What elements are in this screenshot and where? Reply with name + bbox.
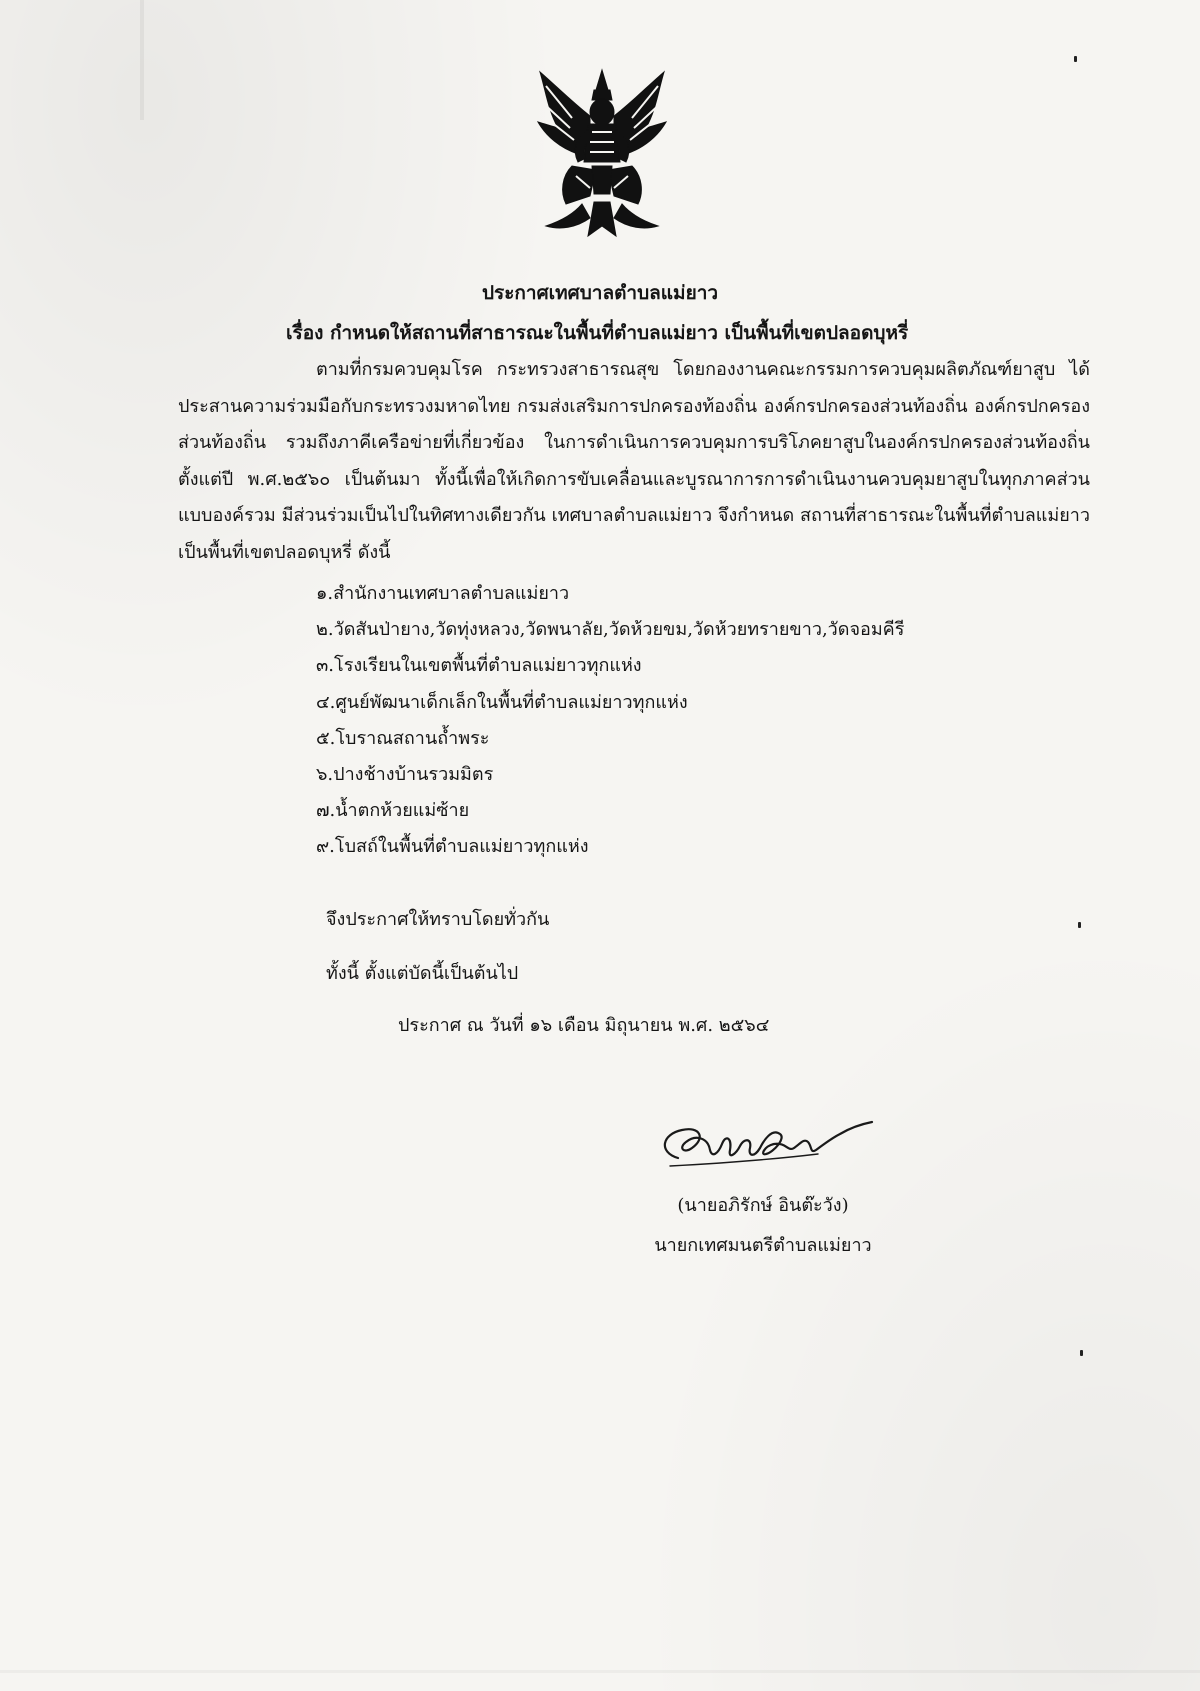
- paper-mark: [1078, 922, 1081, 928]
- list-item: ๑.สำนักงานเทศบาลตำบลแม่ยาว: [316, 583, 570, 604]
- paper-crease: [140, 0, 144, 120]
- smoke-free-places-list: [316, 576, 904, 866]
- handwritten-signature: [648, 1108, 878, 1178]
- garuda-emblem: [532, 66, 672, 246]
- list-item: ๙.โบสถ์ในพื้นที่ตำบลแม่ยาวทุกแห่ง: [316, 836, 589, 858]
- list-item: ๓.โรงเรียนในเขตพื้นที่ตำบลแม่ยาวทุกแห่ง: [316, 655, 642, 677]
- list-item: ๕.โบราณสถานถ้ำพระ: [316, 727, 490, 749]
- document-subject: เรื่อง กำหนดให้สถานที่สาธารณะในพื้นที่ตำบลแม่ยาว เป็นพื้นที่เขตปลอดบุหรี่: [286, 322, 909, 344]
- list-item: ๒.วัดสันป่ายาง,วัดทุ่งหลวง,วัดพนาลัย,วัดห้วยขม,วัดห้วยทรายขาว,วัดจอมคีรี: [316, 619, 905, 641]
- signer-name: (นายอภิรักษ์ อินต๊ะวัง): [677, 1195, 849, 1216]
- list-item: ๗.น้ำตกห้วยแม่ซ้าย: [316, 800, 470, 822]
- paper-crease: [0, 1670, 1200, 1673]
- closing-effective: ทั้งนี้ ตั้งแต่บัดนี้เป็นต้นไป: [326, 963, 519, 984]
- signer-position: นายกเทศมนตรีตำบลแม่ยาว: [654, 1235, 872, 1256]
- list-item: ๔.ศูนย์พัฒนาเด็กเล็กในพื้นที่ตำบลแม่ยาวทุกแห่ง: [316, 691, 688, 713]
- paper-mark: [1080, 1350, 1083, 1356]
- document-title: ประกาศเทศบาลตำบลแม่ยาว: [481, 282, 719, 304]
- announcement-date: ประกาศ ณ วันที่ ๑๖ เดือน มิถุนายน พ.ศ. ๒๕๖๔: [398, 1015, 770, 1036]
- closing-announcement: จึงประกาศให้ทราบโดยทั่วกัน: [326, 909, 550, 930]
- paper-mark: [1074, 56, 1077, 62]
- list-item: ๖.ปางช้างบ้านรวมมิตร: [316, 763, 494, 785]
- body-paragraph: ตามที่กรมควบคุมโรค กระทรวงสาธารณสุข โดยกองงานคณะกรรมการควบคุมผลิตภัณฑ์ยาสูบ ได้ประสานความร่วมมือกับกระทรวงมหาดไทย กรมส่งเสริมการปกครองท้องถิ่น องค์กรปกครองส่วนท้องถิ่น องค์กรปกครองส่วนท้องถิ่น รวมถึงภาคีเครือข่ายที่เกี่ยวข้อง ในการดำเนินการควบคุมการบริโภคยาสูบในองค์กรปกครองส่วนท้องถิ่น ตั้งแต่ปี พ.ศ.๒๕๖๐ เป็นต้นมา ทั้งนี้เพื่อให้เกิดการขับเคลื่อนและบูรณาการการดำเนินงานควบคุมยาสูบในทุกภาคส่วนแบบองค์รวม มีส่วนร่วมเป็นไปในทิศทางเดียวกัน เทศบาลตำบลแม่ยาว จึงกำหนด สถานที่สาธารณะในพื้นที่ตำบลแม่ยาว เป็นพื้นที่เขตปลอดบุหรี่ ดังนี้: [178, 359, 1090, 563]
